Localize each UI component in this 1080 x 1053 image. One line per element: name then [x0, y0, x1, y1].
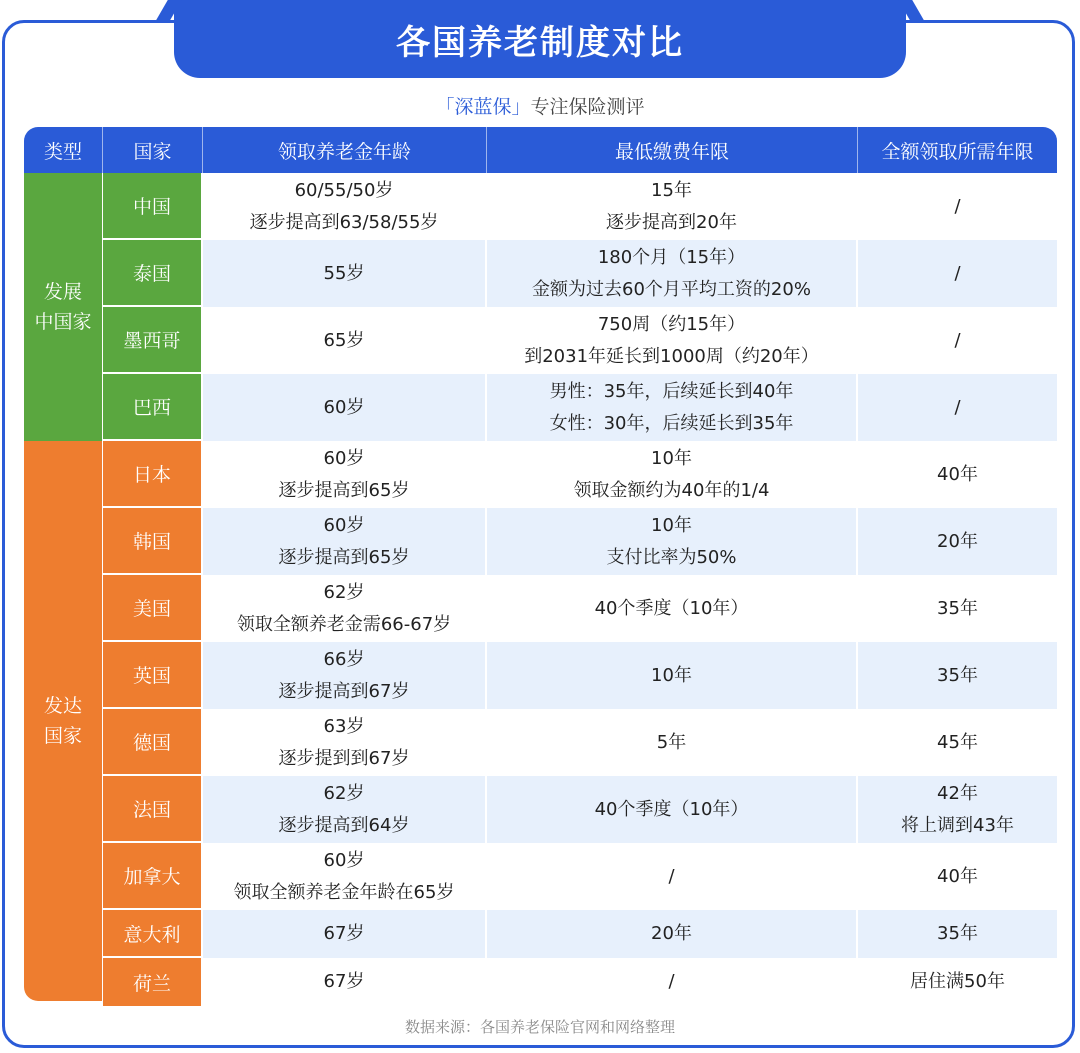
age-cell [203, 642, 487, 709]
cell-line: 65岁 [323, 329, 365, 351]
cell-line: 金额为过去60个月平均工资的20% [532, 278, 811, 300]
cell-line: 60/55/50岁 [294, 179, 394, 201]
header-age: 领取养老金年龄 [203, 127, 487, 173]
min-years-cell [487, 910, 858, 958]
min-years-cell [487, 240, 858, 307]
full-years-cell [858, 240, 1057, 307]
country-cell: 荷兰 [103, 958, 201, 1006]
table-row [203, 575, 1057, 642]
age-cell [203, 173, 487, 240]
age-cell [203, 374, 487, 441]
country-cell: 美国 [103, 575, 201, 642]
subtitle [0, 92, 1080, 119]
cell-line: 10年 [651, 514, 692, 536]
header-full-years: 全额领取所需年限 [881, 140, 1034, 163]
cell-line: 60岁 [323, 849, 365, 871]
full-years-cell [858, 776, 1057, 843]
min-years-cell [487, 441, 858, 508]
cell-line: 45年 [937, 731, 978, 753]
header-type: 类型 [24, 127, 103, 173]
cell-line: 15年 [651, 179, 692, 201]
age-cell [203, 709, 487, 776]
min-years-cell [487, 307, 858, 374]
cell-line: / [954, 396, 961, 418]
country-cell: 意大利 [103, 910, 201, 958]
age-cell [203, 843, 487, 910]
country-cell: 中国 [103, 173, 201, 240]
full-years-cell [858, 374, 1057, 441]
cell-line: 67岁 [323, 971, 365, 992]
cell-line: 逐步提高到20年 [606, 211, 737, 233]
brand-name: 「深蓝保」 [435, 96, 531, 118]
cell-line: 支付比率为50% [606, 546, 737, 568]
min-years-cell [487, 173, 858, 240]
cell-line: 逐步提高到67岁 [278, 680, 410, 702]
cell-line: 60岁 [323, 514, 365, 536]
min-years-cell [487, 958, 858, 1006]
country-cell: 法国 [103, 776, 201, 843]
cell-line: 领取全额养老金年龄在65岁 [233, 881, 455, 903]
cell-line: 到2031年延长到1000周（约20年） [524, 345, 819, 367]
cell-line: 35年 [937, 664, 978, 686]
cell-line: / [668, 971, 675, 992]
country-cell: 加拿大 [103, 843, 201, 910]
table-row [203, 776, 1057, 843]
cell-line: 40年 [937, 865, 978, 887]
min-years-cell [487, 374, 858, 441]
group-label: 国家 [43, 725, 82, 747]
min-years-cell [487, 843, 858, 910]
full-years-cell [858, 958, 1057, 1006]
cell-line: 逐步提高到63/58/55岁 [249, 211, 439, 233]
min-years-cell [487, 642, 858, 709]
full-years-cell [858, 642, 1057, 709]
age-cell [203, 776, 487, 843]
age-cell [203, 910, 487, 958]
cell-line: 40年 [937, 463, 978, 485]
brand-tagline: 专注保险测评 [530, 96, 645, 118]
cell-line: 60岁 [323, 396, 365, 418]
cell-line: 领取全额养老金需66-67岁 [236, 613, 452, 635]
full-years-cell [858, 709, 1057, 776]
country-cell: 韩国 [103, 508, 201, 575]
age-cell [203, 958, 487, 1006]
page-title: 各国养老制度对比 [174, 0, 906, 78]
table-row [203, 307, 1057, 374]
table-row [203, 958, 1057, 1006]
cell-line: 62岁 [323, 581, 365, 603]
group-developed [24, 441, 102, 1001]
cell-line: 逐步提到到67岁 [278, 747, 410, 769]
cell-line: 63岁 [323, 715, 365, 737]
cell-line: 逐步提高到64岁 [278, 814, 410, 836]
cell-line: / [954, 262, 961, 284]
cell-line: 180个月（15年） [597, 246, 746, 268]
cell-line: 750周（约15年） [597, 313, 746, 335]
full-years-cell [858, 910, 1057, 958]
cell-line: / [954, 329, 961, 351]
data-source-note: 数据来源：各国养老保险官网和网络整理 [404, 1018, 675, 1036]
cell-line: 20年 [651, 923, 692, 944]
table-header [24, 127, 1057, 173]
cell-line: 42年 [937, 782, 978, 804]
cell-line: 领取金额约为40年的1/4 [573, 479, 770, 501]
cell-line: 35年 [937, 597, 978, 619]
header-min-years: 最低缴费年限 [487, 127, 858, 173]
cell-line: 62岁 [323, 782, 365, 804]
full-years-cell [858, 441, 1057, 508]
country-cell: 墨西哥 [103, 307, 201, 374]
country-cell: 巴西 [103, 374, 201, 441]
cell-line: 男性：35年，后续延长到40年 [549, 380, 794, 402]
min-years-cell [487, 508, 858, 575]
min-years-cell [487, 575, 858, 642]
cell-line: 40个季度（10年） [594, 597, 749, 619]
age-cell [203, 441, 487, 508]
full-years-cell [858, 307, 1057, 374]
group-label: 中国家 [34, 311, 92, 333]
table-row [203, 910, 1057, 958]
cell-line: 将上调到43年 [901, 814, 1014, 836]
cell-line: 居住满50年 [910, 971, 1005, 992]
age-cell [203, 575, 487, 642]
table-row [203, 843, 1057, 910]
cell-line: 逐步提高到65岁 [278, 479, 410, 501]
full-years-cell [858, 575, 1057, 642]
table-row [203, 441, 1057, 508]
group-developing [24, 173, 102, 441]
age-cell [203, 240, 487, 307]
age-cell [203, 508, 487, 575]
group-label: 发展 [43, 281, 82, 303]
header-country: 国家 [103, 127, 203, 173]
country-cell: 泰国 [103, 240, 201, 307]
min-years-cell [487, 709, 858, 776]
country-cell: 日本 [103, 441, 201, 508]
cell-line: 67岁 [323, 923, 365, 944]
cell-line: 55岁 [323, 262, 365, 284]
country-cell: 英国 [103, 642, 201, 709]
cell-line: 20年 [937, 530, 978, 552]
cell-line: 60岁 [323, 447, 365, 469]
cell-line: 逐步提高到65岁 [278, 546, 410, 568]
cell-line: 35年 [937, 923, 978, 944]
cell-line: 10年 [651, 664, 692, 686]
full-years-cell [858, 173, 1057, 240]
table-row [203, 173, 1057, 240]
full-years-cell [858, 843, 1057, 910]
cell-line: / [668, 865, 675, 887]
cell-line: 女性：30年，后续延长到35年 [549, 412, 794, 434]
cell-line: 66岁 [323, 648, 365, 670]
table-row [203, 709, 1057, 776]
table-row [203, 642, 1057, 709]
country-cell: 德国 [103, 709, 201, 776]
table-row [203, 508, 1057, 575]
cell-line: 5年 [656, 731, 687, 753]
min-years-cell [487, 776, 858, 843]
table-row [203, 240, 1057, 307]
full-years-cell [858, 508, 1057, 575]
cell-line: / [954, 195, 961, 217]
cell-line: 40个季度（10年） [594, 798, 749, 820]
cell-line: 10年 [651, 447, 692, 469]
table-row [203, 374, 1057, 441]
age-cell [203, 307, 487, 374]
group-label: 发达 [43, 695, 82, 717]
